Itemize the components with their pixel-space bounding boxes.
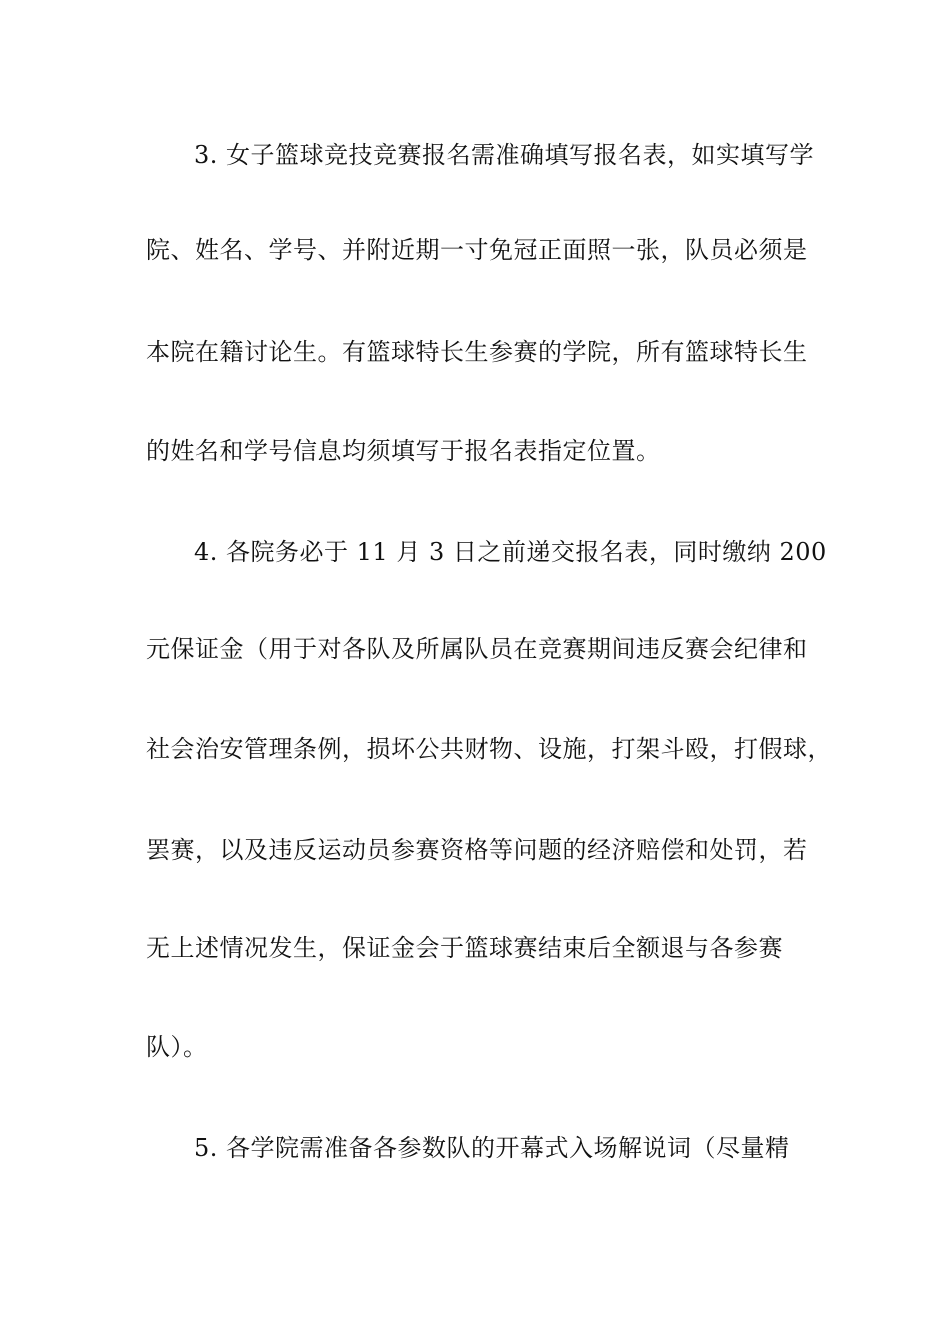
paragraph-4-line-1: 4. 各院务必于 11 月 3 日之前递交报名表，同时缴纳 200 [194, 538, 827, 566]
paragraph-3-line-3: 本院在籍讨论生。有篮球特长生参赛的学院，所有篮球特长生 [146, 338, 808, 366]
paragraph-4-line-3: 社会治安管理条例，损坏公共财物、设施，打架斗殴，打假球， [146, 735, 832, 763]
paragraph-3-line-4: 的姓名和学号信息均须填写于报名表指定位置。 [146, 437, 661, 465]
paragraph-3-line-1: 3. 女子篮球竞技竞赛报名需准确填写报名表，如实填写学 [194, 141, 815, 169]
paragraph-3-line-2: 院、姓名、学号、并附近期一寸免冠正面照一张，队员必须是 [146, 236, 808, 264]
paragraph-4-line-2: 元保证金（用于对各队及所属队员在竞赛期间违反赛会纪律和 [146, 635, 808, 663]
paragraph-4-line-6: 队）。 [146, 1033, 208, 1061]
paragraph-5-line-1: 5. 各学院需准备各参数队的开幕式入场解说词（尽量精 [194, 1134, 790, 1162]
paragraph-4-line-4: 罢赛，以及违反运动员参赛资格等问题的经济赔偿和处罚，若 [146, 836, 808, 864]
paragraph-4-line-5: 无上述情况发生，保证金会于篮球赛结束后全额退与各参赛 [146, 934, 783, 962]
